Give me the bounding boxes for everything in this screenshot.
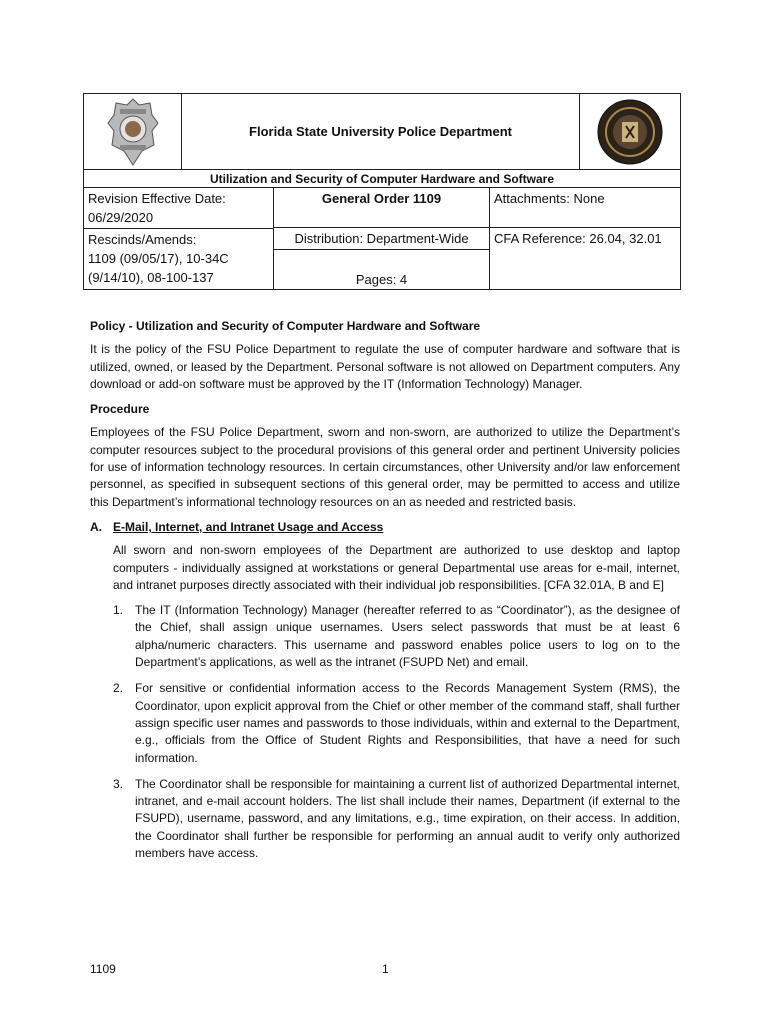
section-a-letter: A. <box>90 519 102 534</box>
list-number: 2. <box>113 681 124 696</box>
list-number: 1. <box>113 603 124 618</box>
procedure-heading: Procedure <box>90 402 150 417</box>
department-title: Florida State University Police Department <box>182 94 580 169</box>
section-a-title: E-Mail, Internet, and Intranet Usage and Access <box>113 519 384 534</box>
policy-text: It is the policy of the FSU Police Department to regulate the use of computer hardware and software that is utilized, owned, or leased by the Department. Personal software is not allowed on Department computers. Any download or add-on software must be approved by the IT (Information Technology) Manager. <box>90 342 680 391</box>
pages: Pages: 4 <box>355 272 408 287</box>
police-badge-logo <box>84 94 182 169</box>
revision-cell <box>84 188 274 228</box>
footer-order-number: 1109 <box>90 962 116 976</box>
revision-date: 06/29/2020 <box>88 210 154 225</box>
section-a-list <box>113 602 680 862</box>
rescinds-line1: 1109 (09/05/17), 10-34C <box>88 251 229 266</box>
list-item <box>113 680 680 766</box>
rescinds-cell <box>84 228 274 289</box>
distribution-pages-cell <box>274 228 490 289</box>
distribution: Distribution: Department-Wide <box>274 228 489 250</box>
order-body <box>90 318 680 871</box>
list-number: 3. <box>113 776 124 791</box>
list-item <box>113 776 680 862</box>
order-subject: Utilization and Security of Computer Hardware and Software <box>84 170 680 188</box>
rescinds-label: Rescinds/Amends: <box>88 232 197 247</box>
list-text: The Coordinator shall be responsible for maintaining a current list of authorized Departmental internet, intranet, and e-mail account holders. The list shall include their names, Department (if external to the FSUPD), username, password, and any limitations, e.g., time expiration, on their access. In addition, the Coordinator shall further be responsible for performing an annual audit to verify only authorized members have access. <box>135 776 680 861</box>
revision-label: Revision Effective Date: <box>88 191 226 206</box>
rescinds-line2: (9/14/10), 08-100-137 <box>88 270 214 285</box>
header-table <box>83 93 681 290</box>
general-order-number: General Order 1109 <box>274 188 490 228</box>
fsu-seal-logo <box>580 94 680 169</box>
section-a-heading <box>90 519 680 536</box>
list-item <box>113 602 680 671</box>
attachments: Attachments: None <box>490 188 680 228</box>
footer-page-number: 1 <box>382 962 389 976</box>
cfa-reference: CFA Reference: 26.04, 32.01 <box>494 231 662 246</box>
list-text: For sensitive or confidential information access to the Records Management System (RMS), the Coordinator, upon explicit approval from the Chief or other member of the command staff, shall further assign specific user names and passwords to those individuals, within and external to the Department, e.g., officials from the Office of Student Rights and Responsibilities, that have a need for such information. <box>135 681 680 765</box>
section-a-intro: All sworn and non-sworn employees of the Department are authorized to use desktop and laptop computers - individually assigned at workstations or general Departmental use areas for e-mail, internet, and intranet purposes directly associated with their individual job responsibilities. [CFA 32.01A, B and E] <box>113 543 680 592</box>
list-text: The IT (Information Technology) Manager (hereafter referred to as “Coordinator”), as the designee of the Chief, shall assign unique usernames. Users select passwords that must be at least 6 alpha/numeric characters. This username and password enables police users to log on to the Department’s applications, as well as the intranet (FSUPD Net) and email. <box>135 603 680 670</box>
policy-heading: Policy - Utilization and Security of Computer Hardware and Software <box>90 319 481 333</box>
procedure-text: Employees of the FSU Police Department, sworn and non-sworn, are authorized to utilize the Department’s computer resources subject to the procedural provisions of this general order and pertinent University policies for use of information technology resources. In certain circumstances, other University and/or law enforcement personnel, as specified in subsequent sections of this general order, may be permitted to access and utilize this Department’s informational technology resources on an as needed and restricted basis. <box>90 425 680 509</box>
